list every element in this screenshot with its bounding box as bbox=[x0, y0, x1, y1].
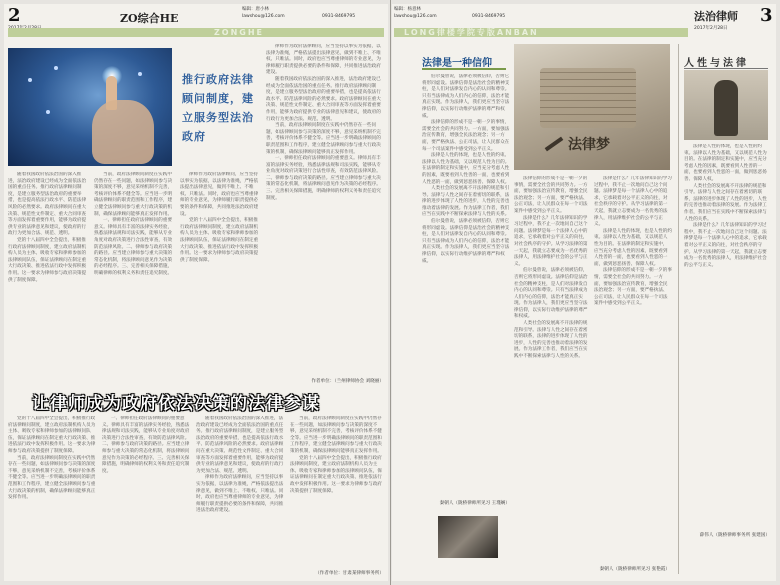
byline: 作者单位：（兰州律师协会 刘晓丽） bbox=[311, 379, 384, 384]
right-page bbox=[392, 4, 776, 581]
page-fold bbox=[390, 0, 391, 585]
article-text: 当前，政府法律顾问制度在实践中仍然存在一些问题，如法律顾问参与决策的深度不够，意见采纳机制不完善，考核评价体系不健全等。应当进一步明确法律顾问的职责范围和工作程序，建立健全法律顾问参与重大行政决策的机制，确保法律顾问能够真正发挥作用。 bbox=[290, 416, 382, 454]
article-text: 一、律师担任政府法律顾问的重要意义。律师具有丰富的法律实务经验，熟悉法律法规和司法实践，能够从专业角度对政府决策进行合法性审查，有效防范法律风险。二、律师参与政府决策的路径。应当建立律师参与重大决策的常态化机制，将法律顾问意见作为决策的必经程序。三、完善相关保障措施，明确律师的权利义务和责任追究制度。 bbox=[102, 416, 190, 474]
article-column bbox=[180, 172, 262, 376]
editor-line: 编辑：唐小林 bbox=[242, 7, 269, 12]
article-text: 党的十八届四中全会提出，积极推行政府法律顾问制度，建立政府法制机构人员为主体、吸收专家和律师参加的法律顾问队伍，保证法律顾问在制定重大行政决策、推进依法行政中发挥积极作用。这一要求为律师参与政府决策提供了制度保障。 bbox=[8, 237, 87, 283]
article-text: 党的十八届四中全会提出，积极推行政府法律顾问制度，建立政府法制机构人员为主体、吸收专家和律师参加的法律顾问队伍，保证法律顾问在制定重大行政决策、推进依法行政中发挥积极作用。这一要求为律师参与政府决策提供了制度保障。 bbox=[290, 455, 382, 494]
photo-caption: 法律梦 bbox=[568, 137, 610, 153]
byline: 秦朝人（陇桥律师所见习 王瑾娴） bbox=[439, 501, 510, 506]
phone-line: 0931-8469795 bbox=[322, 14, 356, 19]
article-text: 法律是什么？几年法律知识的学习过程中，我不止一次地问自己这个问题。法律梦是每一个法律人心中的追求，它承载着对公平正义的向往，对社会秩序的守护。从学习法律的第一天起，我就立志要成为一名优秀的法律人，用法律维护社会的公平与正义。 bbox=[514, 215, 588, 267]
hero-image bbox=[8, 48, 172, 166]
article-text: 随着我国政府依法治国的深入推进，法治政府建设已经成为全面依法治国的重点任务。推行政府法律顾问制度，是建立服务型法治政府的重要举措，也是提高依法行政水平、防范法律风险的必然要求。政府法律顾问在重大决策、规范性文件制定、重大合同审查等方面发挥着重要作用，能够为政府提供专业的法律意见和建议，使政府的行政行为更加合法、规范、透明。 bbox=[8, 172, 87, 237]
article-headline: 推行政府法律顾问制度，建立服务型法治政府 bbox=[182, 73, 254, 143]
article-text: 一、律师担任政府法律顾问的重要意义。律师具有丰富的法律实务经验，熟悉法律法规和司法实践，能够从专业角度对政府决策进行合法性审查，有效防范法律风险。二、律师参与政府决策的路径。应当建立律师参与重大决策的常态化机制，将法律顾问意见作为决策的必经程序。三、完善相关保障措施，明确律师的权利义务和责任追究制度。 bbox=[266, 156, 381, 201]
article-text: 法律是什么？几年法律知识的学习过程中，我不止一次地问自己这个问题。法律梦是每一个法律人心中的追求，它承载着对公平正义的向往，对社会秩序的守护。从学习法律的第一天起，我就立志要成为一名优秀的法律人，用法律维护社会的公平与正义。 bbox=[684, 223, 767, 268]
gavel-photo bbox=[438, 516, 498, 558]
article-title: 人性与法律 bbox=[684, 54, 768, 69]
article-text: 当前，政府法律顾问制度在实践中仍然存在一些问题，如法律顾问参与决策的深度不够，意见采纳机制不完善，考核评价体系不健全等。应当进一步明确法律顾问的职责范围和工作程序，建立健全法律顾问参与重大行政决策的机制，确保法律顾问能够真正发挥作用。 bbox=[266, 123, 381, 155]
page-number: 2 bbox=[8, 5, 21, 26]
article-text: 律师作为政府法律顾问，应当坚持以事实为依据，以法律为准绳，严格依法提出法律意见，做到不唯上、不唯权、只唯法。同时，政府也应当尊重律师的专业意见，为律师履行职责提供必要的条件和保障，共同推进法治政府建设。 bbox=[196, 475, 284, 514]
article-column bbox=[594, 176, 672, 562]
portrait-photo bbox=[684, 70, 768, 140]
editor-line: 编辑：杨意林 bbox=[394, 7, 421, 12]
issue-date: 2017年2月28日 bbox=[694, 26, 728, 31]
article-text: 随着我国政府依法治国的深入推进，法治政府建设已经成为全面依法治国的重点任务。推行政府法律顾问制度，是建立服务型法治政府的重要举措，也是提高依法行政水平、防范法律风险的必然要求。政府法律顾问在重大决策、规范性文件制定、重大合同审查等方面发挥着重要作用，能够为政府提供专业的法律意见和建议，使政府的行政行为更加合法、规范、透明。 bbox=[196, 416, 284, 474]
article-text: 法律是什么？几年法律知识的学习过程中，我不止一次地问自己这个问题。法律梦是每一个法律人心中的追求，它承载着对公平正义的向往，对社会秩序的守护。从学习法律的第一天起，我就立志要成为一名优秀的法律人，用法律维护社会的公平与正义。 bbox=[594, 176, 672, 228]
email-line: lawshou@126.com bbox=[394, 14, 437, 19]
article-text: 法律信仰的形成不是一朝一夕的事情，需要全社会的共同努力。一方面，要加强法治宣传教育，增强全民法治观念；另一方面，要严格执法、公正司法，让人民群众在每一个司法案件中感受到公平正义。 bbox=[514, 176, 588, 214]
article-column bbox=[290, 416, 384, 566]
article-column bbox=[8, 416, 96, 576]
article-text: 党的十八届四中全会提出，积极推行政府法律顾问制度，建立政府法制机构人员为主体、吸收专家和律师参加的法律顾问队伍，保证法律顾问在制定重大行政决策、推进依法行政中发挥积极作用。这一要求为律师参与政府决策提供了制度保障。 bbox=[180, 218, 259, 263]
column-divider bbox=[678, 44, 679, 574]
article-text: 律师作为政府法律顾问，应当坚持以事实为依据，以法律为准绳，严格依法提出法律意见，做到不唯上、不唯权、只唯法。同时，政府也应当尊重律师的专业意见，为律师履行职责提供必要的条件和保障，共同推进法治政府建设。 bbox=[180, 172, 259, 217]
book-stack bbox=[540, 68, 636, 128]
article-text: 法律是人性的体现，也是人性的约束。法律以人性为基础，又以规范人性为目的。在法律的制定和实施中，应当充分考虑人性的因素，既要看到人性善的一面，也要看到人性恶的一面，做到惩恶扬善、保障人权。 bbox=[594, 228, 672, 267]
article-text: 伯尔曼曾说，法律必须被信仰，否则它将形同虚设。法律信仰是法治社会的精神支柱，是人们对法律发自内心的认同和尊崇。只有当法律成为人们内心的信仰，法治才能真正实现。作为法律人，我们更应当坚守法律信仰，以实际行动维护法律的尊严和权威。 bbox=[514, 268, 588, 320]
article-text: 当前，政府法律顾问制度在实践中仍然存在一些问题，如法律顾问参与决策的深度不够，意见采纳机制不完善，考核评价体系不健全等。应当进一步明确法律顾问的职责范围和工作程序，建立健全法律顾问参与重大行政决策的机制，确保法律顾问能够真正发挥作用。 bbox=[8, 455, 96, 501]
decor-dot bbox=[138, 72, 142, 76]
article-text: 律师作为政府法律顾问，应当坚持以事实为依据，以法律为准绳，严格依法提出法律意见，做到不唯上、不唯权、只唯法。同时，政府也应当尊重律师的专业意见，为律师履行职责提供必要的条件和保障，共同推进法治政府建设。 bbox=[266, 44, 381, 76]
article-column bbox=[684, 144, 770, 530]
byline: （作者单位：甘肃某律师事务所） bbox=[315, 571, 384, 576]
article-text: 随着我国政府依法治国的深入推进，法治政府建设已经成为全面依法治国的重点任务。推行政府法律顾问制度，是建立服务型法治政府的重要举措，也是提高依法行政水平、防范法律风险的必然要求。政府法律顾问在重大决策、规范性文件制定、重大合同审查等方面发挥着重要作用，能够为政府提供专业的法律意见和建议，使政府的行政行为更加合法、规范、透明。 bbox=[266, 76, 381, 122]
article-title: 法律是一种信仰 bbox=[422, 54, 506, 70]
article-column bbox=[514, 176, 590, 572]
right-page-header bbox=[392, 4, 776, 37]
byline: 秦朝人（陇桥律师所见习 张艳霞） bbox=[599, 567, 670, 572]
email-line: lawshou@126.com bbox=[242, 14, 285, 19]
left-page-header bbox=[4, 4, 388, 37]
person-figure bbox=[714, 80, 738, 136]
section-masthead: 法治律师 bbox=[694, 10, 738, 23]
left-page bbox=[4, 4, 388, 581]
byline: 薛伟人（陇桥律师事务所 张建国） bbox=[699, 533, 770, 538]
phone-line: 0931-8469795 bbox=[472, 14, 506, 19]
feature-headline: 让律师成为政府依法决策的法律参谋 bbox=[32, 394, 320, 414]
article-text: 法律是人性的体现，也是人性的约束。法律以人性为基础，又以规范人性为目的。在法律的制定和实施中，应当充分考虑人性的因素，既要看到人性善的一面，也要看到人性恶的一面，做到惩恶扬善、保障人权。 bbox=[422, 153, 510, 185]
article-column bbox=[196, 416, 284, 576]
article-column bbox=[8, 172, 90, 376]
hand-shape bbox=[92, 100, 154, 164]
article-text: 人类社会的发展离不开法律的规范和引导。法律与人性之间存在着密切的联系，法律的进步体现了人性的进步，人性的完善也推动着法律的发展。作为法律工作者，我们应当在实践中不断探索法律与人性的关系。 bbox=[422, 186, 510, 218]
article-text: 人类社会的发展离不开法律的规范和引导。法律与人性之间存在着密切的联系，法律的进步体现了人性的进步，人性的完善也推动着法律的发展。作为法律工作者，我们应当在实践中不断探索法律与人性的关系。 bbox=[684, 183, 767, 222]
article-text: 伯尔曼曾说，法律必须被信仰，否则它将形同虚设。法律信仰是法治社会的精神支柱，是人们对法律发自内心的认同和尊崇。只有当法律成为人们内心的信仰，法治才能真正实现。作为法律人，我们更应当坚守法律信仰，以实际行动维护法律的尊严和权威。 bbox=[422, 74, 510, 119]
page-number: 3 bbox=[760, 5, 773, 26]
decor-dot bbox=[54, 66, 58, 70]
decor-dot bbox=[46, 110, 50, 114]
decor-dot bbox=[28, 78, 32, 82]
article-column bbox=[94, 172, 176, 376]
article-text: 法律是人性的体现，也是人性的约束。法律以人性为基础，又以规范人性为目的。在法律的制定和实施中，应当充分考虑人性的因素，既要看到人性善的一面，也要看到人性恶的一面，做到惩恶扬善、保障人权。 bbox=[684, 144, 767, 182]
article-text: 法律信仰的形成不是一朝一夕的事情，需要全社会的共同努力。一方面，要加强法治宣传教育，增强全民法治观念；另一方面，要严格执法、公正司法，让人民群众在每一个司法案件中感受到公平正义。 bbox=[422, 120, 510, 152]
article-text: 一、律师担任政府法律顾问的重要意义。律师具有丰富的法律实务经验，熟悉法律法规和司法实践，能够从专业角度对政府决策进行合法性审查，有效防范法律风险。二、律师参与政府决策的路径。应当建立律师参与重大决策的常态化机制，将法律顾问意见作为决策的必经程序。三、完善相关保障措施，明确律师的权利义务和责任追究制度。 bbox=[94, 218, 173, 276]
article-text: 党的十八届四中全会提出，积极推行政府法律顾问制度，建立政府法制机构人员为主体、吸收专家和律师参加的法律顾问队伍，保证法律顾问在制定重大行政决策、推进依法行政中发挥积极作用。这一要求为律师参与政府决策提供了制度保障。 bbox=[8, 416, 96, 454]
band-text: ZONGHE bbox=[214, 28, 265, 37]
article-column bbox=[422, 74, 510, 510]
article-text: 伯尔曼曾说，法律必须被信仰，否则它将形同虚设。法律信仰是法治社会的精神支柱，是人们对法律发自内心的认同和尊崇。只有当法律成为人们内心的信仰，法治才能真正实现。作为法律人，我们更应当坚守法律信仰，以实际行动维护法律的尊严和权威。 bbox=[422, 219, 510, 264]
article-column bbox=[102, 416, 190, 576]
article-text: 法律信仰的形成不是一朝一夕的事情，需要全社会的共同努力。一方面，要加强法治宣传教育，增强全民法治观念；另一方面，要严格执法、公正司法，让人民群众在每一个司法案件中感受到公平正义。 bbox=[594, 268, 672, 307]
article-text: 人类社会的发展离不开法律的规范和引导。法律与人性之间存在着密切的联系，法律的进步体现了人性的进步，人性的完善也推动着法律的发展。作为法律工作者，我们应当在实践中不断探索法律与人性的关系。 bbox=[514, 321, 588, 360]
article-column bbox=[266, 44, 384, 384]
band-text: LONG律楼学院专版ANBAN bbox=[404, 28, 539, 37]
section-band bbox=[8, 28, 384, 37]
section-masthead: ZO综合HE bbox=[120, 12, 179, 25]
pen-shape bbox=[545, 137, 564, 152]
article-text: 当前，政府法律顾问制度在实践中仍然存在一些问题，如法律顾问参与决策的深度不够，意见采纳机制不完善，考核评价体系不健全等。应当进一步明确法律顾问的职责范围和工作程序，建立健全法律顾问参与重大行政决策的机制，确保法律顾问能够真正发挥作用。 bbox=[94, 172, 173, 217]
law-dream-photo bbox=[514, 44, 670, 170]
